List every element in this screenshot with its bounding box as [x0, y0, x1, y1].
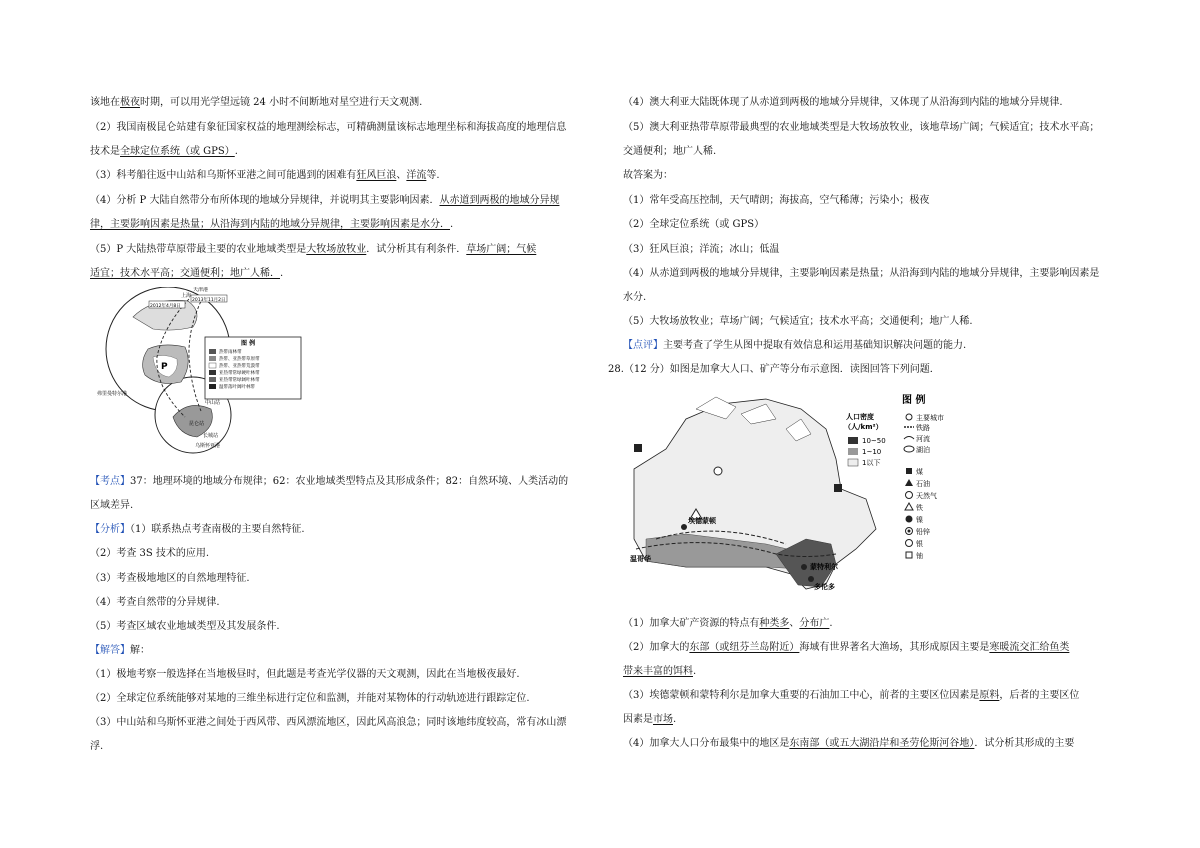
legend-title: 图 例: [241, 340, 256, 347]
answer-heading: 故答案为：: [623, 170, 673, 181]
answer-line: （3）科考船往返中山站和乌斯怀亚港之间可能遇到的困难有狂风巨浪、洋流等.: [90, 170, 440, 181]
question-line: 因素是市场.: [623, 714, 677, 725]
dianping-line: 【点评】主要考查了学生从图中提取有效信息和运用基础知识解决问题的能力.: [623, 340, 967, 351]
legend-item: 亚热带常绿阔叶林带: [219, 378, 260, 383]
legend-item: 温带落叶阔叶林带: [219, 385, 255, 390]
answer-line: 技术是全球定位系统（或 GPS）.: [90, 146, 238, 157]
explain-line: （5）澳大利亚热带草原带最典型的农业地域类型是大牧场放牧业，该地草场广阔；气候适宜；技术水平高；: [623, 122, 1100, 133]
map-label: 2013年11月2日: [192, 298, 226, 303]
legend-item: 热带、亚热带草原带: [219, 357, 260, 362]
map-label: 2012年4月8日: [150, 304, 181, 309]
canada-map: [625, 388, 952, 612]
legend-item: 银: [916, 540, 923, 548]
map-label: 天津港: [193, 287, 209, 293]
fenxi-line: （4）考查自然带的分异规律.: [90, 597, 220, 608]
map-label: P: [161, 362, 168, 372]
answer-blank: 全球定位系统（或 GPS）: [120, 146, 235, 157]
fenxi-line: （3）考查极地地区的自然地理特征.: [90, 573, 250, 584]
explain-line: 交通便利；地广人稀.: [623, 146, 717, 157]
legend-item: 天然气: [916, 492, 937, 500]
fenxi-line: （5）考查区域农业地域类型及其发展条件.: [90, 621, 280, 632]
answer-line: 水分.: [623, 292, 647, 303]
answer-line: 该地在极夜时期，可以用光学望远镜 24 小时不间断地对星空进行天文观测.: [90, 97, 423, 108]
city-label: 蒙特利尔: [810, 563, 838, 571]
map-label: 中山站: [205, 400, 221, 406]
jieda-line: 浮.: [90, 741, 104, 752]
fenxi-line: 【分析】（1）联系热点考查南极的主要自然特征.: [90, 524, 305, 535]
question-line: 带来丰富的饵料.: [623, 666, 697, 677]
question-line: （3）埃德蒙顿和蒙特利尔是加拿大重要的石油加工中心，前者的主要区位因素是原料，后者的主要区位: [623, 690, 1080, 701]
fenxi-line: （2）考查 3S 技术的应用.: [90, 548, 210, 559]
jieda-line: 【解答】解：: [90, 645, 150, 656]
legend-item: 铀: [916, 552, 923, 560]
question-line: （2）我国南极昆仑站建有象征国家权益的地理测绘标志，可精确测量该标志地理坐标和海拔高度的地理信息: [90, 122, 567, 133]
answer-line: （3）狂风巨浪；洋流；冰山；低温: [623, 244, 780, 255]
legend-item: 10~50: [862, 437, 886, 445]
legend-item: 热带雨林带: [219, 350, 242, 355]
explain-line: （4）澳大利亚大陆既体现了从赤道到两极的地域分异规律，又体现了从沿海到内陆的地域分异规律.: [623, 97, 1063, 108]
legend-item: 铁路: [916, 424, 930, 432]
legend-item: 1~10: [862, 448, 882, 456]
jieda-line: （2）全球定位系统能够对某地的三维坐标进行定位和监测，并能对某物体的行动轨迹进行跟踪定位.: [90, 693, 530, 704]
question-line: （2）加拿大的东部（或纽芬兰岛附近）海域有世界著名大渔场，其形成原因主要是寒暖流交汇给鱼类: [623, 642, 1070, 653]
map-label: 乌斯怀亚港: [195, 443, 221, 449]
legend-item: 铁: [916, 504, 923, 512]
legend-pop-unit: （人/km²）: [844, 423, 883, 431]
kaodian-line: 区域差异.: [90, 500, 134, 511]
city-label: 温哥华: [630, 555, 651, 563]
answer-line: （1）常年受高压控制，天气晴朗；海拔高，空气稀薄；污染小；极夜: [623, 195, 930, 206]
question-title: 28.（12 分）如图是加拿大人口、矿产等分布示意图．读图回答下列问题．: [608, 364, 940, 375]
antarctic-route-map: [92, 286, 324, 456]
answer-line: （2）全球定位系统（或 GPS）: [623, 219, 765, 230]
answer-line: （4）分析 P 大陆自然带分布所体现的地域分异规律，并说明其主要影响因素．从赤道到两极的地域分异规: [90, 195, 560, 206]
city-label: 埃德蒙顿: [688, 517, 716, 525]
jieda-line: （3）中山站和乌斯怀亚港之间处于西风带、西风漂流地区，因此风高浪急；同时该地纬度较高，常有冰山漂: [90, 717, 567, 728]
map-label: 昆仑站: [189, 421, 205, 427]
answer-line: （5）大牧场放牧业；草场广阔；气候适宜；技术水平高；交通便利；地广人稀.: [623, 316, 973, 327]
legend-pop-title: 人口密度: [846, 413, 874, 421]
legend-item: 湖泊: [916, 446, 930, 454]
legend-item: 主要城市: [916, 414, 944, 422]
answer-line: （5）P 大陆热带草原带最主要的农业地域类型是大牧场放牧业．试分析其有利条件．草场广阔；气候: [90, 244, 537, 255]
map-label: 弗里曼特尔港: [97, 391, 128, 397]
question-line: （1）加拿大矿产资源的特点有种类多、分布广.: [623, 618, 833, 629]
answer-line: 适宜；技术水平高；交通便利；地广人稀．.: [90, 268, 284, 279]
legend-item: 热带、亚热带荒漠带: [219, 364, 260, 369]
legend-item: 镍: [916, 516, 923, 524]
map-label: 长城站: [203, 433, 219, 439]
kaodian-line: 【考点】37：地理环境的地域分布规律；62：农业地域类型特点及其形成条件；82：自然环境、人类活动的: [90, 476, 569, 487]
legend-item: 铅锌: [916, 528, 930, 536]
answer-line: （4）从赤道到两极的地域分异规律，主要影响因素是热量；从沿海到内陆的地域分异规律，主要影响因素是: [623, 268, 1100, 279]
legend-item: 煤: [916, 468, 923, 476]
map-label: 上海: [181, 293, 192, 299]
question-line: （4）加拿大人口分布最集中的地区是东南部（或五大湖沿岸和圣劳伦斯河谷地）．试分析其形成的主要: [623, 738, 1075, 749]
legend-item: 石油: [916, 480, 930, 488]
legend-title: 图 例: [902, 395, 926, 406]
legend-item: 1以下: [862, 459, 881, 467]
legend-item: 亚热带常绿硬叶林带: [219, 371, 260, 376]
city-label: 多伦多: [814, 583, 835, 591]
answer-line: 律，主要影响因素是热量；从沿海到内陆的地域分异规律，主要影响因素是水分．.: [90, 219, 454, 230]
legend-item: 河流: [916, 435, 930, 443]
jieda-line: （1）极地考察一般选择在当地极昼时，但此题是考查光学仪器的天文观测，因此在当地极夜最好.: [90, 669, 520, 680]
